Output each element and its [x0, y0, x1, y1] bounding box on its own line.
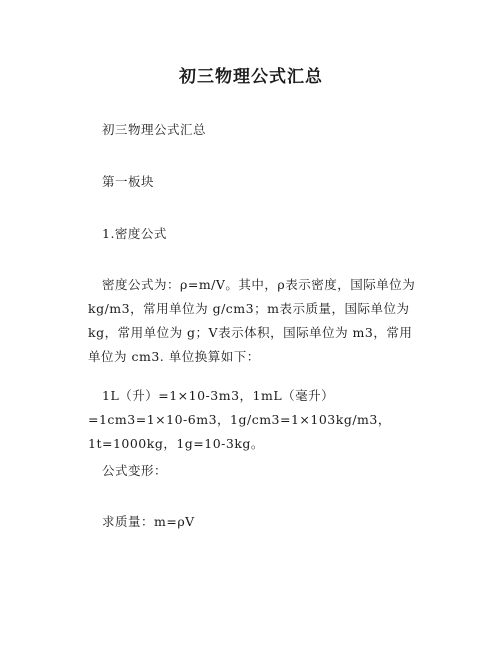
paragraph-density-heading: 1.密度公式 [102, 226, 167, 241]
paragraph-mass-formula: 求质量：m=ρV [102, 514, 195, 529]
paragraph-section-heading: 第一板块 [102, 174, 155, 189]
paragraph-formula-variants: 公式变形： [102, 463, 168, 478]
paragraph-subtitle: 初三物理公式汇总 [102, 122, 207, 137]
paragraph-density-definition: 密度公式为：ρ=m/V。其中，ρ表示密度，国际单位为kg/m3，常用单位为 g/cm3；m表示质量，国际单位为 kg，常用单位为 g；V表示体积，国际单位为 m3，常用单位为 cm3. 单位换算如下： [88, 277, 416, 364]
paragraph-unit-conversion: 1L（升）=1×10-3m3，1mL（毫升）=1cm3=1×10-6m3，1g/cm3=1×103kg/m3，1t=1000kg，1g=10-3kg。 [88, 388, 391, 451]
document-title: 初三物理公式汇总 [179, 67, 323, 87]
